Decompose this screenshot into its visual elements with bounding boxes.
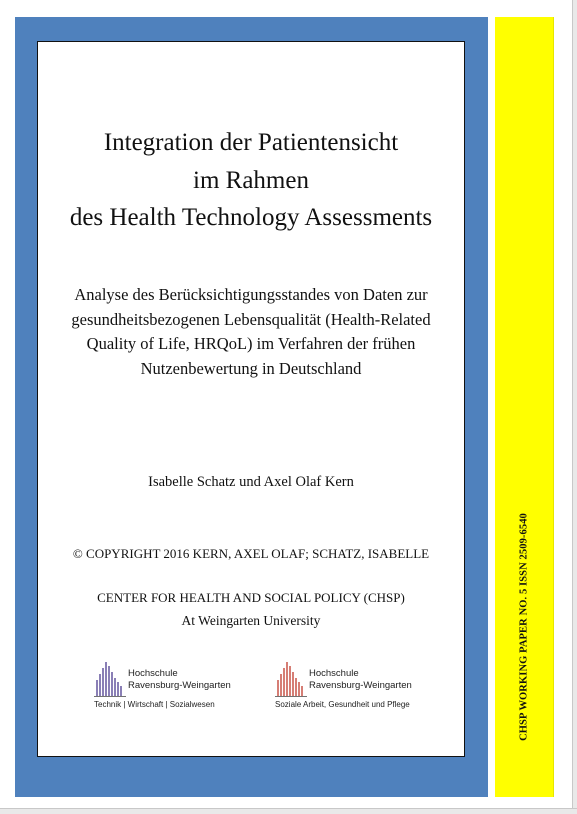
title-line: Integration der Patientensicht	[103, 129, 399, 156]
page-edge-bottom	[0, 808, 577, 814]
title-line: im Rahmen	[193, 166, 309, 194]
institution-name: CENTER FOR HEALTH AND SOCIAL POLICY (CHSP)	[97, 590, 405, 605]
logo-tagline: Soziale Arbeit, Gesundheit und Pflege	[275, 700, 410, 709]
logo-tagline: Technik | Wirtschaft | Sozialwesen	[94, 700, 215, 709]
copyright-notice: © COPYRIGHT 2016 KERN, AXEL OLAF; SCHATZ, ISABELLE	[72, 546, 430, 561]
subtitle-line: Analyse des Berücksichtigungsstandes von Daten zur	[74, 285, 428, 304]
subtitle-line: Nutzenbewertung in Deutschland	[140, 358, 362, 378]
logo-name-line1: Hochschule	[128, 668, 178, 679]
document-title	[37, 124, 465, 237]
series-label: CHSP WORKING PAPER NO. 5 ISSN 2509-6540	[518, 513, 530, 741]
logo-name-line2: Ravensburg-Weingarten	[128, 680, 231, 691]
document-subtitle	[37, 283, 465, 381]
subtitle-line: gesundheitsbezogenen Lebensqualität (Health-Related	[71, 309, 431, 329]
page-edge-right	[572, 0, 577, 813]
logo-name-line2: Ravensburg-Weingarten	[309, 680, 412, 691]
logo-name-line1: Hochschule	[309, 668, 359, 679]
hochschule-logo-icon	[275, 658, 309, 698]
subtitle-line: Quality of Life, HRQoL) im Verfahren der frühen	[86, 334, 416, 353]
institution-location: At Weingarten University	[181, 613, 321, 628]
hochschule-logo-icon	[94, 658, 128, 698]
title-line: des Health Technology Assessments	[69, 204, 433, 231]
authors: Isabelle Schatz und Axel Olaf Kern	[148, 474, 354, 490]
